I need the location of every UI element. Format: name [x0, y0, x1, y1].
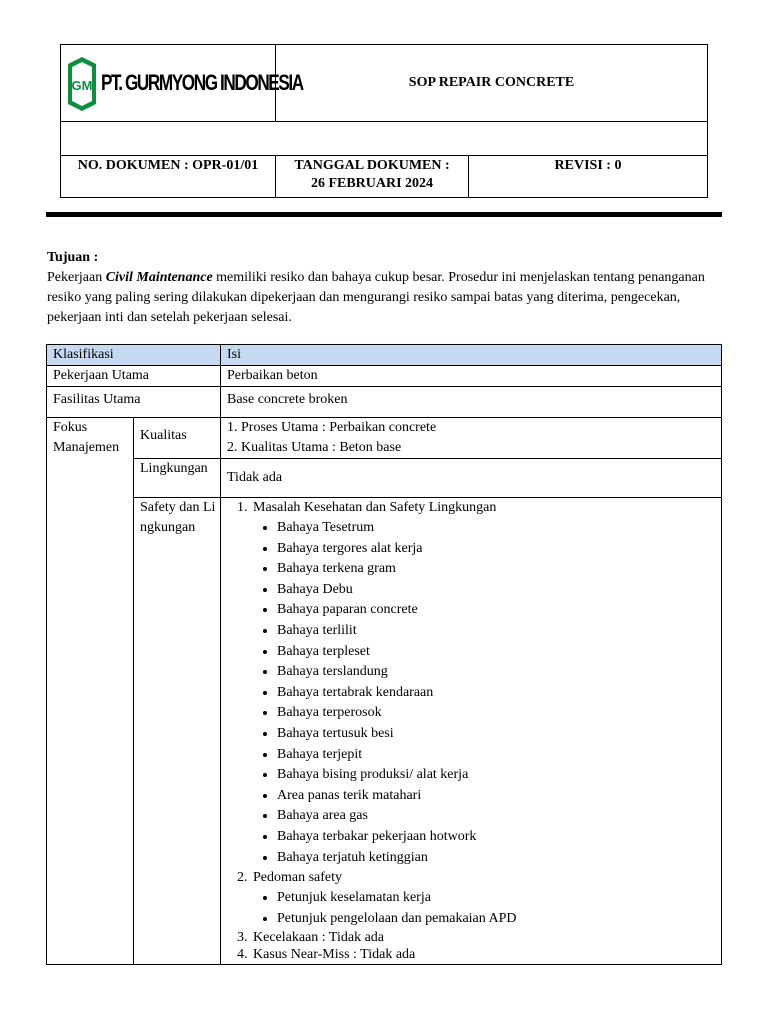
blank-row: [61, 122, 708, 156]
document-date-value: 26 FEBRUARI 2024: [310, 176, 434, 191]
pedoman-list: [253, 888, 721, 929]
header-isi: Isi: [221, 345, 722, 366]
row-value-safety-lingkungan: [221, 498, 722, 965]
safety-item-1-label: Masalah Kesehatan dan Safety Lingkungan: [253, 500, 497, 515]
list-item: • Bahaya terjatuh ketinggian: [277, 848, 721, 869]
list-item: • Bahaya terjepit: [277, 745, 721, 766]
list-item: • Bahaya tergores alat kerja: [277, 539, 721, 560]
row-label-kualitas: Kualitas: [134, 418, 221, 459]
list-item: • Petunjuk keselamatan kerja: [277, 888, 721, 908]
table-header-row: [47, 345, 722, 366]
safety-item-4: 4. Kasus Near-Miss : Tidak ada: [251, 946, 721, 963]
classification-table: [46, 344, 722, 965]
safety-list: [227, 498, 721, 963]
table-row: [47, 387, 722, 418]
kualitas-item: 1. Proses Utama : Perbaikan concrete: [227, 420, 437, 435]
row-label-safety-lingkungan: Safety dan Lingkungan: [134, 498, 221, 965]
list-item: • Bahaya terbakar pekerjaan hotwork: [277, 827, 721, 848]
row-label-lingkungan: Lingkungan: [134, 459, 221, 498]
logo-mark-text: GM: [71, 78, 93, 93]
list-item: • Bahaya terlilit: [277, 621, 721, 642]
list-item: • Bahaya tertusuk besi: [277, 724, 721, 745]
list-item: • Bahaya terslandung: [277, 662, 721, 683]
purpose-label: Tujuan :: [47, 250, 99, 265]
safety-item-2: [251, 868, 721, 929]
company-name: PT. GURMYONG INDONESIA: [101, 70, 303, 95]
list-item: • Bahaya bising produksi/ alat kerja: [277, 765, 721, 786]
list-item: • Petunjuk pengelolaan dan pemakaian APD: [277, 909, 721, 929]
list-item: • Bahaya area gas: [277, 806, 721, 827]
table-row: [47, 418, 722, 459]
list-item: • Bahaya terkena gram: [277, 559, 721, 580]
header-divider: [46, 212, 722, 217]
kualitas-item: 2. Kualitas Utama : Beton base: [227, 440, 402, 455]
table-row: [47, 498, 722, 965]
header-klasifikasi: Klasifikasi: [47, 345, 221, 366]
purpose-text: [47, 268, 727, 328]
list-item: • Bahaya paparan concrete: [277, 600, 721, 621]
purpose-text-rest: memiliki resiko dan bahaya cukup besar. Prosedur ini menjelaskan tentang penanganan resiko yang paling sering dilakukan dipekerjaan dan mengurangi resiko sampai batas yang diterima, pengecekan, pekerjaan inti dan setelah pekerjaan selesai.: [47, 270, 705, 325]
gm-logo-icon: [66, 56, 98, 112]
logo-cell: [61, 45, 303, 122]
row-label-fokus-manajemen: Fokus Manajemen: [47, 418, 134, 965]
row-label-fasilitas-utama: Fasilitas Utama: [47, 387, 221, 418]
row-label-pekerjaan-utama: Pekerjaan Utama: [47, 366, 221, 387]
document-title: SOP REPAIR CONCRETE: [276, 45, 708, 122]
hazard-list: [253, 518, 721, 868]
company-logo: [66, 56, 303, 112]
safety-item-2-label: Pedoman safety: [253, 870, 343, 886]
document-revision: REVISI : 0: [469, 156, 708, 198]
list-item: • Bahaya tertabrak kendaraan: [277, 683, 721, 704]
row-value-fasilitas-utama: Base concrete broken: [221, 387, 722, 418]
document-number: NO. DOKUMEN : OPR-01/01: [61, 156, 276, 198]
table-row: [47, 459, 722, 498]
safety-item-3: 3. Kecelakaan : Tidak ada: [251, 929, 721, 946]
safety-item-1: [251, 498, 721, 868]
purpose-section: [47, 248, 727, 328]
purpose-text-start: Pekerjaan: [47, 270, 106, 285]
table-row: [47, 366, 722, 387]
list-item: • Area panas terik matahari: [277, 786, 721, 807]
purpose-emphasis: Civil Maintenance: [105, 270, 213, 285]
document-date: [276, 156, 469, 198]
document-header-table: [60, 44, 708, 198]
list-item: • Bahaya terperosok: [277, 703, 721, 724]
list-item: • Bahaya terpleset: [277, 642, 721, 663]
list-item: • Bahaya Debu: [277, 580, 721, 601]
row-value-kualitas: [221, 418, 722, 459]
row-value-lingkungan: Tidak ada: [221, 459, 722, 498]
row-value-pekerjaan-utama: Perbaikan beton: [221, 366, 722, 387]
list-item: • Bahaya Tesetrum: [277, 518, 721, 539]
document-date-label: TANGGAL DOKUMEN :: [294, 158, 450, 173]
